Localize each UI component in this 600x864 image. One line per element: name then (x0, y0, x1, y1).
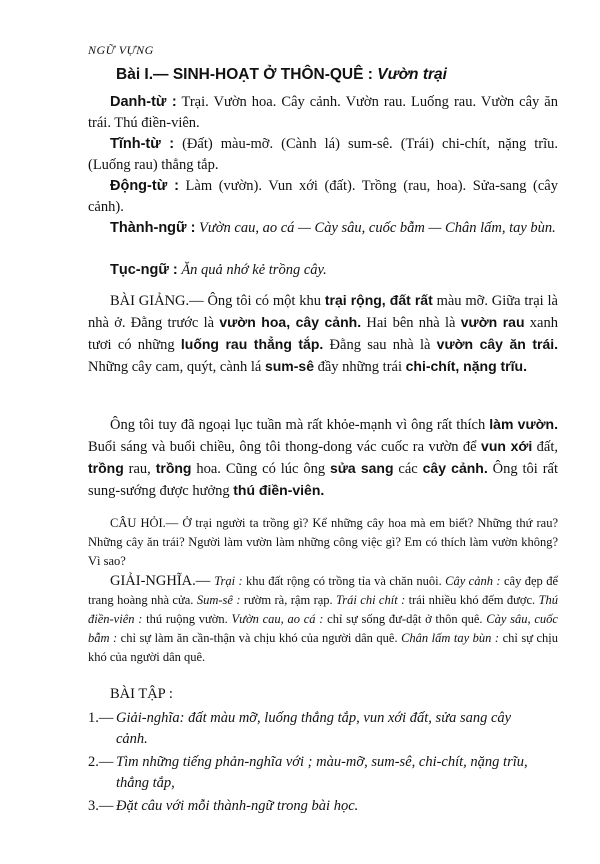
text-run: Ông tôi rất sung-sướng được hưởng (88, 461, 558, 499)
bai-giang-paragraph-2 (88, 414, 558, 502)
keyword: vun xới (481, 438, 533, 454)
giai-nghia (88, 572, 558, 667)
keyword: cây cảnh. (422, 460, 488, 476)
keyword: trồng (155, 460, 192, 476)
text-run: màu mỡ. Giữa trại là nhà ở. Đằng trước là (88, 293, 558, 331)
keyword: vườn rau (460, 314, 525, 330)
keyword: thú điền-viên. (233, 482, 325, 498)
vocab-text: Ăn quả nhớ kẻ trồng cây. (177, 262, 327, 278)
vocab-label: Danh-từ : (110, 94, 177, 110)
term: Cày sâu, cuốc bẫm : (88, 612, 558, 645)
term: Trái chi chít : (336, 593, 406, 607)
vocab-tuc-ngu (88, 260, 558, 281)
exercise-item (88, 752, 546, 794)
term: Chân lấm tay bùn : (401, 631, 500, 645)
text-run: Ông tôi tuy đã ngoại lục tuần mà rất khỏe-mạnh vì ông rất thích (110, 417, 490, 433)
keyword: trại rộng, đất rất (324, 292, 433, 308)
vocab-text: Làm (vườn). Vun xới (đất). Trồng (rau, hoa). Sửa-sang (cây cảnh). (88, 178, 558, 215)
section-header: NGỮ VỰNG (88, 43, 154, 57)
text-run: Buổi sáng và buổi chiều, ông tôi thong-dong vác cuốc ra vườn để (88, 439, 482, 455)
vocab-tinh-tu (88, 134, 558, 176)
text-run: hoa. Cũng có lúc ông (191, 461, 330, 477)
exercise-number: 3.— (88, 798, 114, 814)
vocab-dong-tu (88, 176, 558, 218)
vocab-text: Vườn cau, ao cá — Cày sâu, cuốc bẫm — Chân lấm, tay bùn. (195, 220, 556, 236)
exercise-text: Tìm những tiếng phản-nghĩa với ; màu-mỡ, sum-sê, chi-chít, nặng trĩu, thẳng tắp, (116, 754, 528, 791)
vocab-label: Tĩnh-từ : (110, 136, 175, 152)
bai-tap-title: BÀI TẬP : (110, 686, 173, 702)
text-run: khu đất rộng có trồng tỉa và chăn nuôi. (242, 574, 446, 588)
text-run: BÀI GIẢNG.— Ông tôi có một khu (110, 293, 325, 309)
vocab-text: Trại. Vườn hoa. Cây cảnh. Vườn rau. Luống rau. Vườn cây ăn trái. Thú điền-viên. (88, 94, 558, 131)
text-run: Hai bên nhà là (361, 315, 461, 331)
lesson-topic: Vườn trại (377, 66, 447, 83)
text-run: Những cây cam, quýt, cành lá (88, 359, 265, 375)
exercise-item (88, 708, 546, 750)
bai-giang-paragraph-1 (88, 290, 558, 378)
text-run: GIẢI-NGHĨA.— (110, 573, 215, 589)
vocab-label: Động-từ : (110, 178, 179, 194)
term: Cây cảnh : (445, 574, 501, 588)
keyword: trồng (88, 460, 124, 476)
vocab-thanh-ngu (88, 218, 558, 239)
vocab-label: Thành-ngữ : (110, 220, 196, 236)
lesson-label: Bài I.— SINH-HOẠT Ở THÔN-QUÊ : (116, 66, 373, 83)
text-run: Đằng sau nhà là (323, 337, 437, 353)
keyword: chi-chít, nặng trĩu. (405, 358, 527, 374)
vocab-text: (Đất) màu-mỡ. (Cành lá) sum-sê. (Trái) chi-chít, nặng trĩu. (Luống rau) thẳng tắp. (88, 136, 558, 173)
text-run: trái nhiều khó đếm được. (405, 593, 539, 607)
text-run: cây đẹp để trang hoàng nhà cửa. (88, 574, 558, 607)
text-run: đầy những trái (314, 359, 406, 375)
text-run: xanh tươi có những (88, 315, 558, 353)
vocab-danh-tu (88, 92, 558, 134)
exercise-number: 2.— (88, 754, 114, 770)
exercise-item (88, 796, 546, 817)
term: Thú điền-viên : (88, 593, 559, 626)
term: Trại : (214, 574, 243, 588)
text-run: thú ruộng vườn. (142, 612, 232, 626)
exercise-text: Giải-nghĩa: đất màu mỡ, luống thẳng tắp, vun xới đất, sửa sang cây cảnh. (116, 710, 512, 747)
text-run: đất, (532, 439, 558, 455)
cau-hoi: CÂU HỎI.— Ở trại người ta trồng gì? Kể những cây hoa mà em biết? Những thứ rau? Những cây ăn trái? Người làm vườn làm những công việc gì? Em có thích làm vườn không? Vì sao? (88, 516, 558, 568)
text-run: chỉ sự làm ăn cần-thận và chịu khó của người dân quê. (117, 631, 402, 645)
term: Vườn cau, ao cá : (231, 612, 324, 626)
text-run: các (393, 461, 423, 477)
keyword: sửa sang (329, 460, 394, 476)
keyword: vườn cây ăn trái. (436, 336, 559, 352)
text-run: chỉ sự chịu khó của người dân quê. (88, 631, 558, 664)
text-run: chỉ sự sống đư-dật ở thôn quê. (323, 612, 487, 626)
exercise-text: Đặt câu với mỗi thành-ngữ trong bài học. (116, 798, 359, 814)
keyword: làm vườn. (489, 416, 558, 432)
keyword: luống rau thẳng tắp. (180, 336, 324, 352)
exercise-number: 1.— (88, 710, 114, 726)
term: Sum-sê : (196, 593, 241, 607)
vocab-label: Tục-ngữ : (110, 262, 178, 278)
text-run: rau, (123, 461, 156, 477)
text-run: rườm rà, rậm rạp. (240, 593, 337, 607)
keyword: sum-sê (264, 358, 314, 374)
lesson-title (116, 64, 556, 85)
keyword: vườn hoa, cây cảnh. (219, 314, 362, 330)
